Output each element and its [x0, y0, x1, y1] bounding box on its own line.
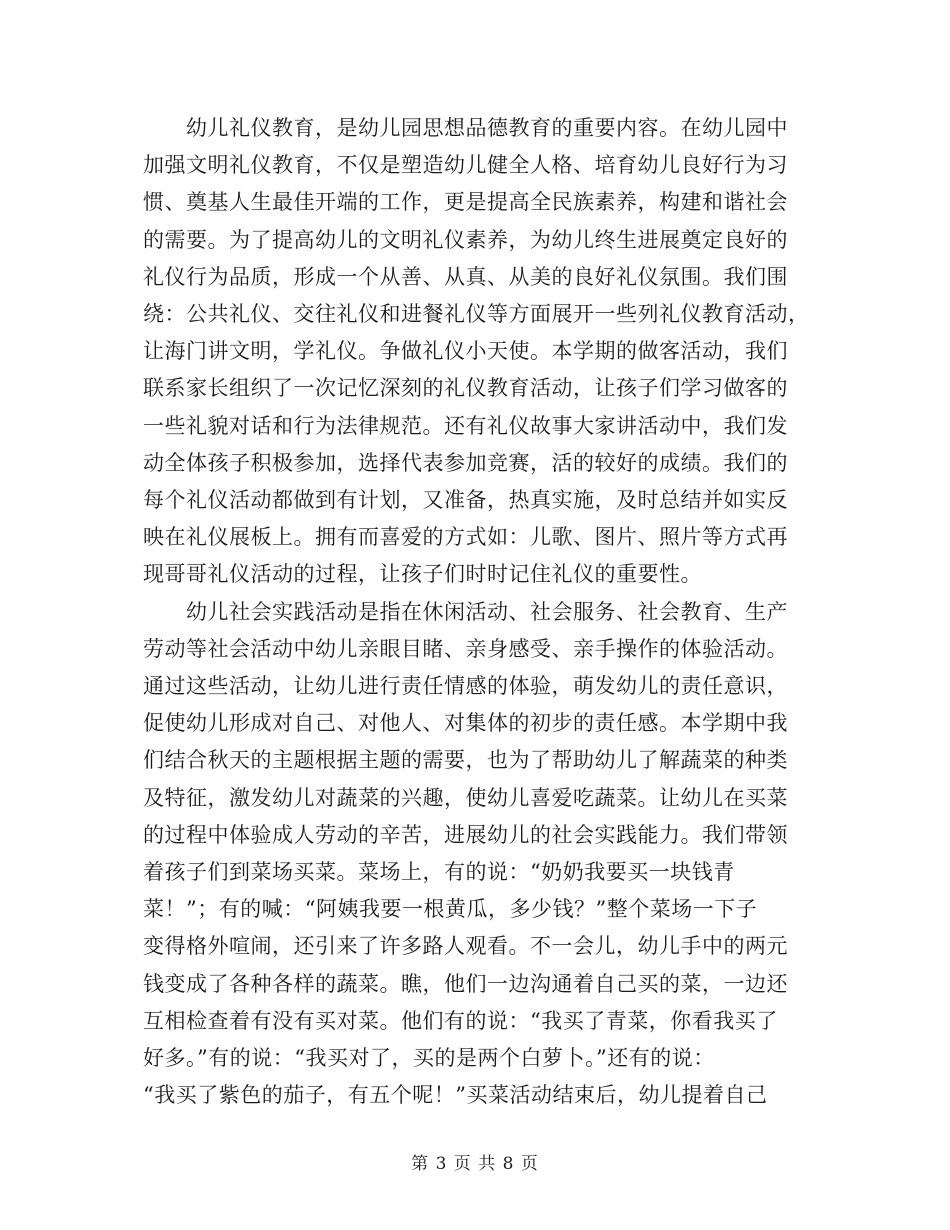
text-line: 现哥哥礼仪活动的过程，让孩子们时时记住礼仪的重要性。 [143, 562, 702, 587]
text-line: 促使幼儿形成对自己、对他人、对集体的初步的责任感。本学期中我 [143, 711, 788, 736]
text-line: 的需要。为了提高幼儿的文明礼仪素养，为幼儿终生进展奠定良好的 [143, 227, 788, 252]
text-line: 钱变成了各种各样的蔬菜。瞧，他们一边沟通着自己买的菜，一边还 [143, 971, 788, 996]
text-line: 好多。”有的说：“我买对了，买的是两个白萝卜。”还有的说： [143, 1046, 715, 1070]
text-line: 每个礼仪活动都做到有计划，又准备，热真实施，及时总结并如实反 [143, 488, 788, 512]
text-line: 映在礼仪展板上。拥有而喜爱的方式如：儿歌、图片、照片等方式再 [143, 525, 788, 550]
text-line: 互相检查着有没有买对菜。他们有的说：“我买了青菜，你看我买了 [143, 1008, 778, 1033]
text-line: 菜！”；有的喊：“阿姨我要一根黄瓜，多少钱？”整个菜场一下子 [143, 897, 758, 922]
text-line: 礼仪行为品质，形成一个从善、从真、从美的良好礼仪氛围。我们围 [143, 264, 788, 289]
text-line: 通过这些活动，让幼儿进行责任情感的体验，萌发幼儿的责任意识， [143, 674, 788, 698]
text-line: 惯、奠基人生最佳开端的工作，更是提高全民族素养，构建和谐社会 [143, 190, 788, 215]
text-line: 让海门讲文明，学礼仪。争做礼仪小天使。本学期的做客活动，我们 [143, 339, 788, 364]
text-line: “我买了紫色的茄子，有五个呢！”买菜活动结束后，幼儿提着自己 [143, 1083, 768, 1108]
text-line: 及特征，激发幼儿对蔬菜的兴趣，使幼儿喜爱吃蔬菜。让幼儿在买菜 [143, 785, 788, 810]
text-line: 动全体孩子积极参加，选择代表参加竞赛，活的较好的成绩。我们的 [143, 450, 788, 475]
text-line: 着孩子们到菜场买菜。菜场上，有的说：“奶奶我要买一块钱青 [143, 860, 735, 884]
text-line: 幼儿礼仪教育，是幼儿园思想品德教育的重要内容。在幼儿园中 [143, 116, 788, 140]
text-line: 劳动等社会活动中幼儿亲眼目睹、亲身感受、亲手操作的体验活动。 [143, 636, 788, 661]
text-line: 幼儿社会实践活动是指在休闲活动、社会服务、社会教育、生产 [143, 599, 788, 624]
text-line: 们结合秋天的主题根据主题的需要，也为了帮助幼儿了解蔬菜的种类 [143, 748, 788, 773]
text-line: 联系家长组织了一次记忆深刻的礼仪教育活动，让孩子们学习做客的 [143, 376, 788, 401]
text-line: 一些礼貌对话和行为法律规范。还有礼仪故事大家讲活动中，我们发 [143, 413, 788, 438]
page-footer: 第 3 页 共 8 页 [411, 1154, 539, 1174]
text-line: 加强文明礼仪教育，不仅是塑造幼儿健全人格、培育幼儿良好行为习 [143, 153, 788, 178]
text-line: 变得格外喧闹，还引来了许多路人观看。不一会儿，幼儿手中的两元 [143, 934, 788, 959]
text-line: 绕：公共礼仪、交往礼仪和进餐礼仪等方面展开一些列礼仪教育活动， [143, 302, 810, 326]
text-line: 的过程中体验成人劳动的辛苦，进展幼儿的社会实践能力。我们带领 [143, 822, 788, 847]
